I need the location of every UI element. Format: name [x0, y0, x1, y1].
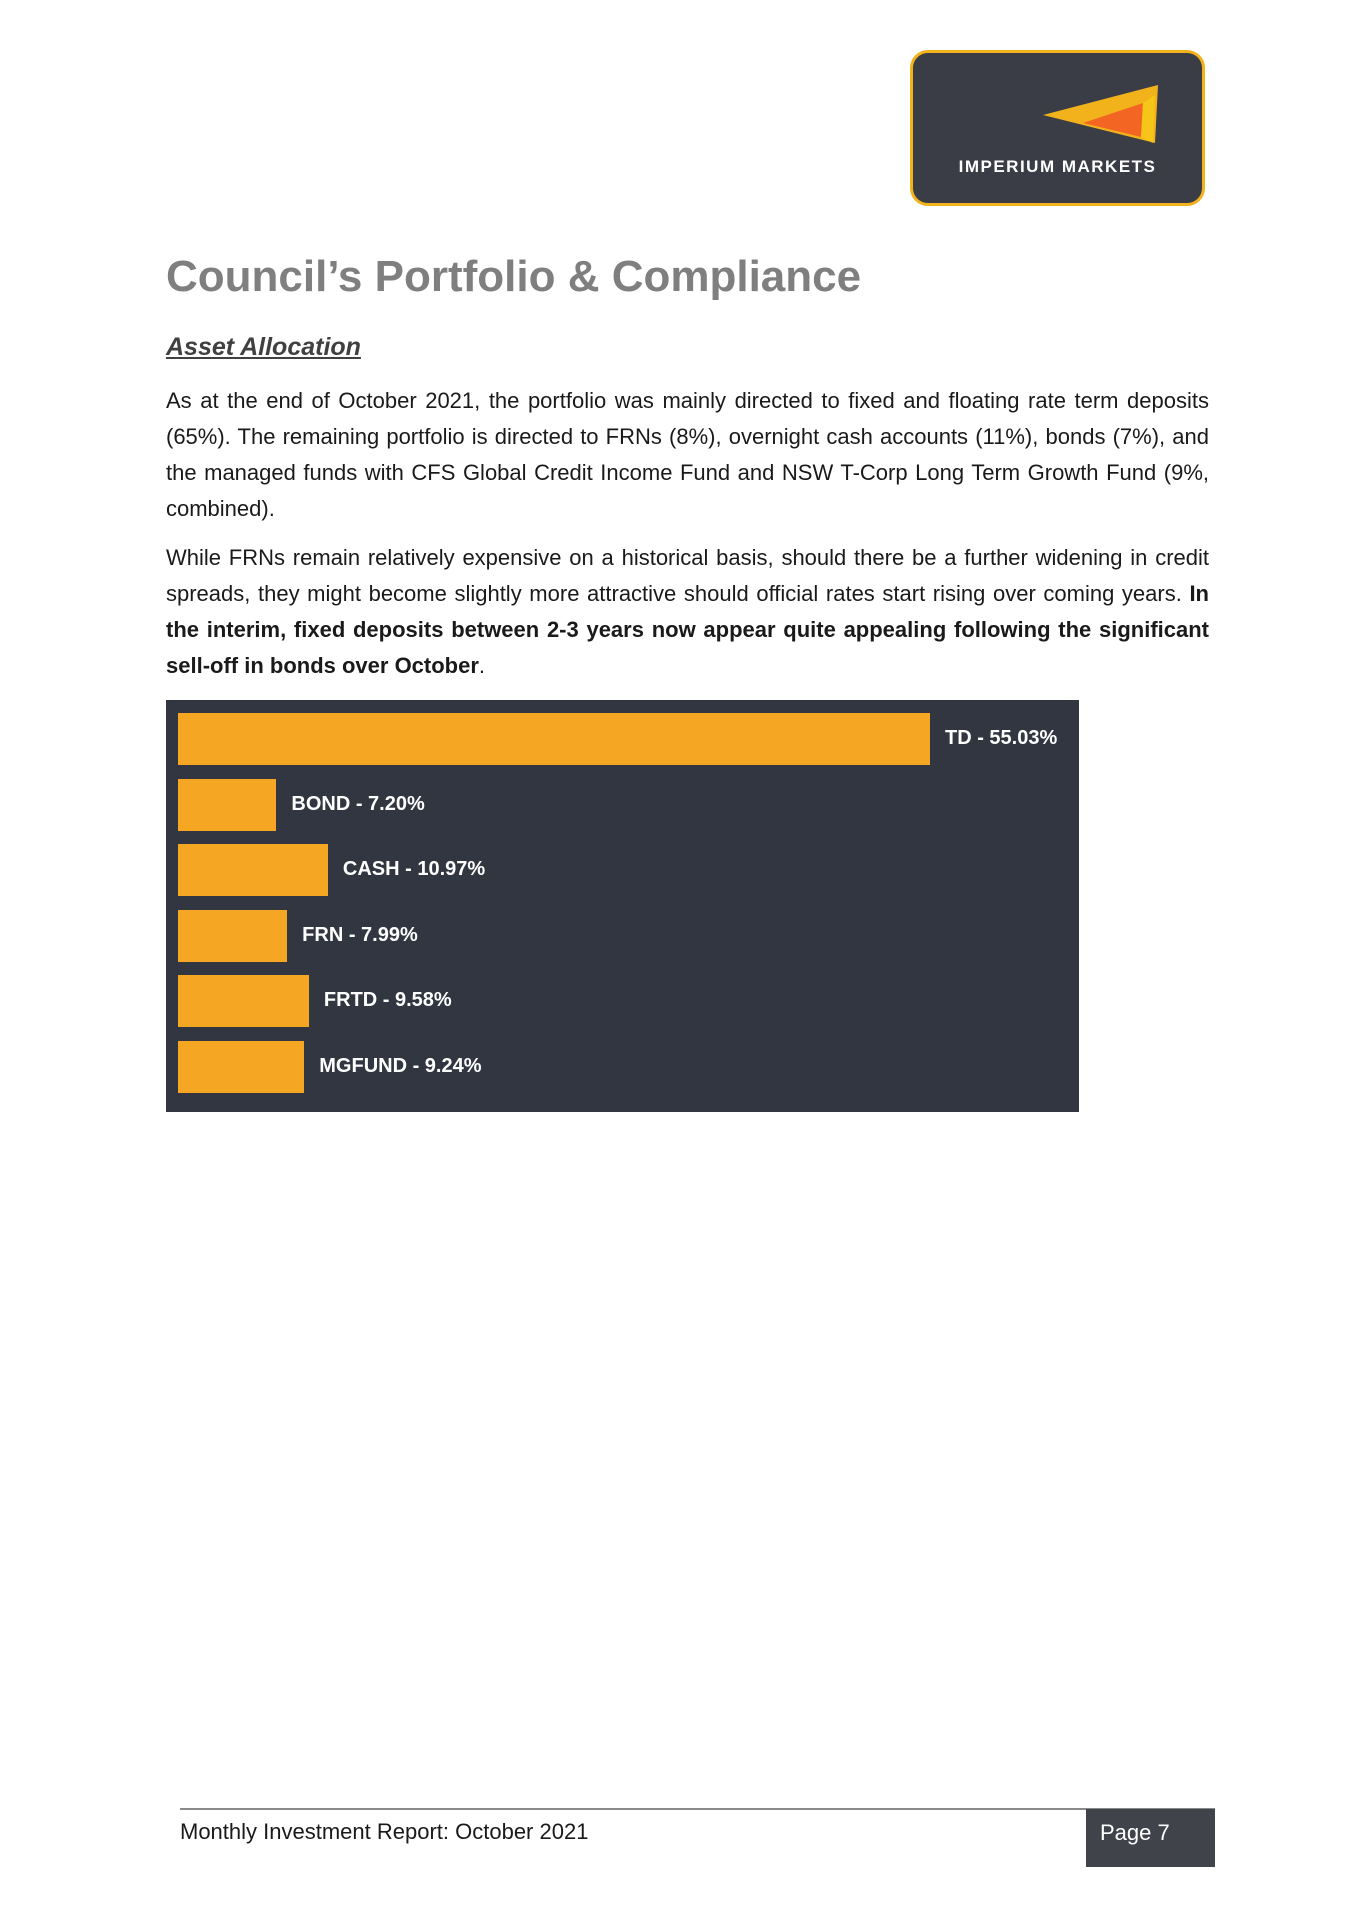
- bar-td: [178, 713, 930, 765]
- bar-cash: [178, 844, 328, 896]
- bar-bond: [178, 779, 276, 831]
- bar-label-frtd: FRTD - 9.58%: [323, 989, 452, 1011]
- page-title: Council’s Portfolio & Compliance: [166, 252, 862, 301]
- bar-frn: [178, 910, 287, 962]
- bar-label-cash: CASH - 10.97%: [342, 858, 486, 880]
- bar-label-td: TD - 55.03%: [945, 727, 1058, 749]
- footer-report-title: Monthly Investment Report: October 2021: [180, 1819, 589, 1844]
- paragraph-outlook-intro: While FRNs remain relatively expensive on a historical basis, should there be a further widening in credit spreads, they might become slightly more attractive should official rates start rising over coming years.: [166, 545, 1209, 606]
- paragraph-outlook-end: .: [478, 653, 486, 678]
- paragraph-outlook: [166, 540, 1209, 684]
- imperium-markets-logo: [910, 50, 1205, 206]
- bar-mgfund: [178, 1041, 304, 1093]
- logo-text: IMPERIUM MARKETS: [958, 157, 1157, 176]
- bar-frtd: [178, 975, 309, 1027]
- bar-label-bond: BOND - 7.20%: [291, 792, 425, 815]
- footer-divider: [180, 1808, 1215, 1810]
- paragraph-outlook-bold: In the interim, fixed deposits between 2-3 years now appear quite appealing following the significant sell-off in bonds over October: [166, 581, 1209, 678]
- bar-label-mgfund: MGFUND - 9.24%: [319, 1054, 482, 1077]
- bar-label-frn: FRN - 7.99%: [302, 923, 418, 946]
- page-number: Page 7: [1086, 1809, 1215, 1867]
- asset-allocation-chart: [166, 700, 1079, 1112]
- section-subheading: Asset Allocation: [166, 333, 361, 361]
- logo-arrow-icon: [1043, 75, 1163, 165]
- paragraph-allocation: As at the end of October 2021, the portfolio was mainly directed to fixed and floating rate term deposits (65%). The remaining portfolio is directed to FRNs (8%), overnight cash accounts (11%), bonds (7%), and the managed funds with CFS Global Credit Income Fund and NSW T-Corp Long Term Growth Fund (9%, combined).: [166, 388, 1209, 521]
